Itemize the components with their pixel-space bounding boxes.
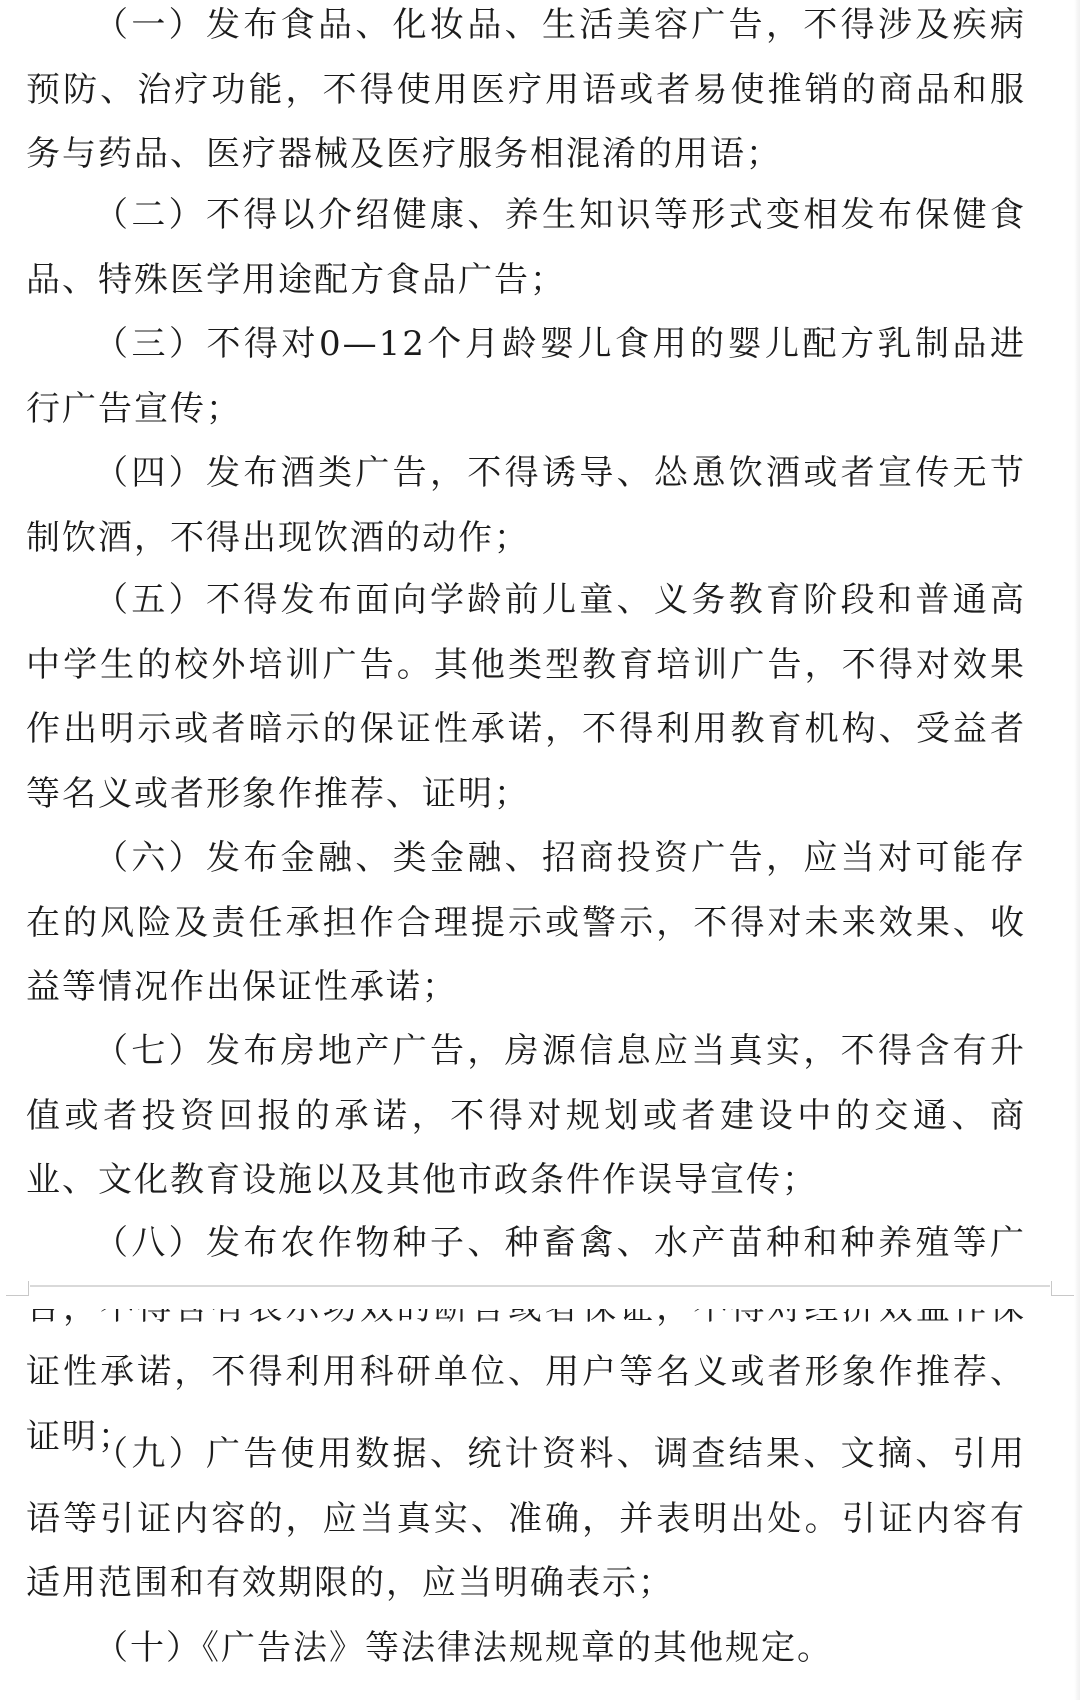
page-break-divider xyxy=(0,1281,1080,1309)
paragraph-item-1: （一）发布食品、化妆品、生活美容广告，不得涉及疾病预防、治疗功能，不得使用医疗用语或者易使推销的商品和服务与药品、医疗器械及医疗服务相混淆的用语； xyxy=(26,5,1026,174)
paragraph-item-9: （九）广告使用数据、统计资料、调查结果、文摘、引用语等引证内容的，应当真实、准确，并表明出处。引证内容有适用范围和有效期限的，应当明确表示； xyxy=(26,1434,1026,1603)
paragraph-item-5: （五）不得发布面向学龄前儿童、义务教育阶段和普通高中学生的校外培训广告。其他类型教育培训广告，不得对效果作出明示或者暗示的保证性承诺，不得利用教育机构、受益者等名义或者形象作推荐、证明； xyxy=(26,580,1026,814)
paragraph-item-4: （四）发布酒类广告，不得诱导、怂恿饮酒或者宣传无节制饮酒，不得出现饮酒的动作； xyxy=(26,453,1026,558)
paragraph-item-6: （六）发布金融、类金融、招商投资广告，应当对可能存在的风险及责任承担作合理提示或警示，不得对未来效果、收益等情况作出保证性承诺； xyxy=(26,838,1026,1007)
paragraph-item-8: （八）发布农作物种子、种畜禽、水产苗种和种养殖等广 证性承诺，不得利用科研单位、用户等名义或者形象作推荐、证明； xyxy=(26,1223,1026,1457)
page-corner-mark-left xyxy=(6,1281,29,1296)
paragraph-item-3: （三）不得对0—12个月龄婴儿食用的婴儿配方乳制品进行广告宣传； xyxy=(26,324,1026,429)
page-edge-shadow xyxy=(1074,0,1080,1700)
paragraph-item-7: （七）发布房地产广告，房源信息应当真实，不得含有升值或者投资回报的承诺，不得对规划或者建设中的交通、商业、文化教育设施以及其他市政条件作误导宣传； xyxy=(26,1031,1026,1200)
paragraph-item-10: （十）《广告法》等法律法规规章的其他规定。 xyxy=(94,1628,833,1668)
paragraph-item-2: （二）不得以介绍健康、养生知识等形式变相发布保健食品、特殊医学用途配方食品广告； xyxy=(26,195,1026,300)
page-break-line xyxy=(30,1285,1050,1287)
page-corner-mark-right xyxy=(1051,1281,1074,1296)
